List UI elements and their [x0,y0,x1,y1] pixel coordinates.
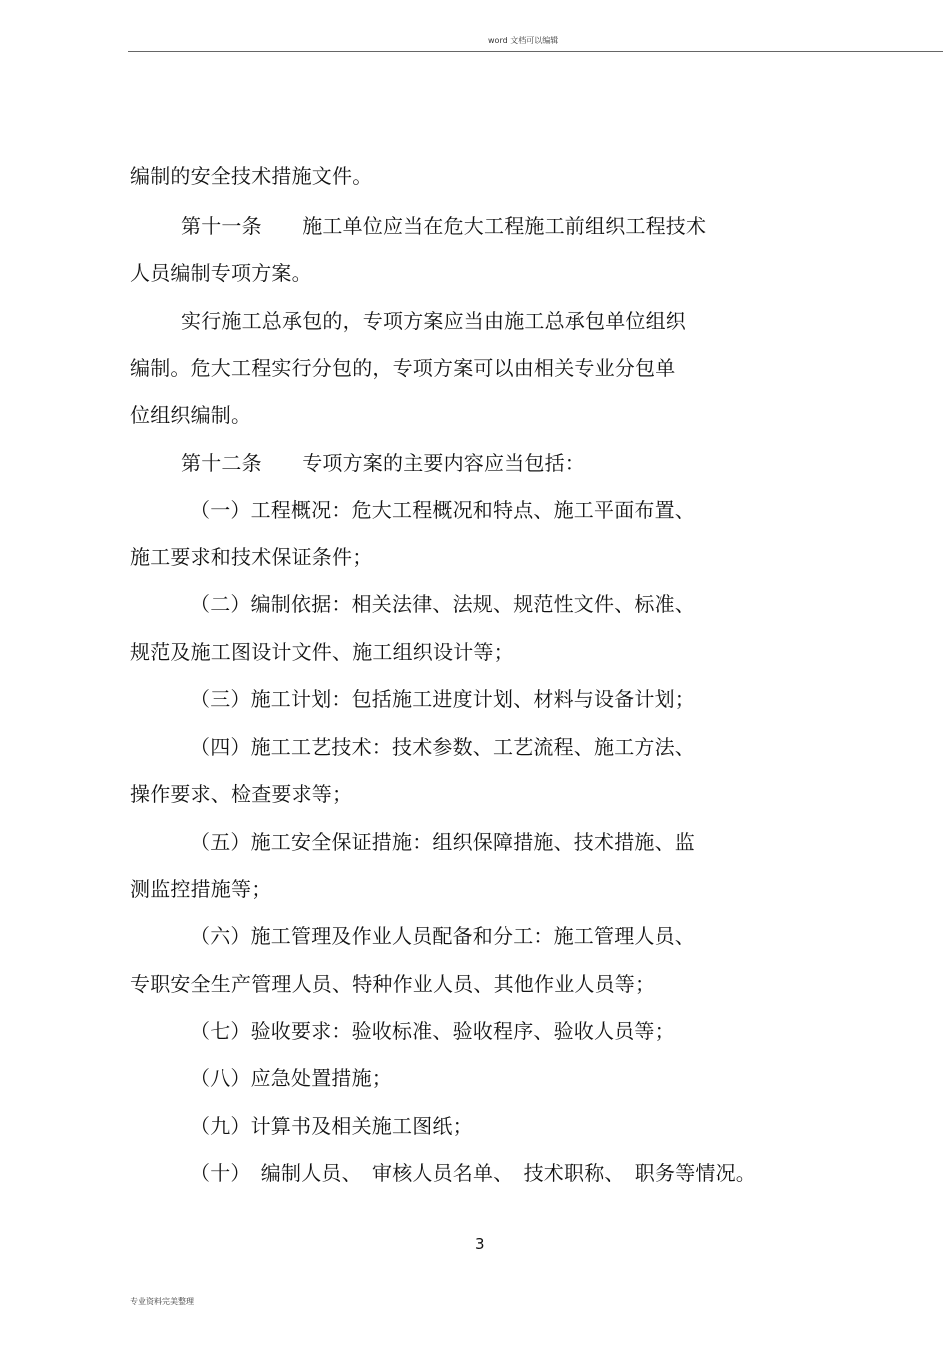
body-line-12: （三）施工计划：包括施工进度计划、材料与设备计划； [190,687,695,711]
body-line-5: 编制。危大工程实行分包的，专项方案可以由相关专业分包单 [130,356,676,380]
body-line-2: 第十一条 施工单位应当在危大工程施工前组织工程技术 [181,214,707,238]
footer-text: 专业资料完美整理 [130,1297,194,1306]
body-line-14: 操作要求、检查要求等； [130,782,353,806]
body-line-4: 实行施工总承包的，专项方案应当由施工总承包单位组织 [181,309,686,333]
body-line-8: （一）工程概况：危大工程概况和特点、施工平面布置、 [190,498,695,522]
body-line-6: 位组织编制。 [130,403,252,427]
body-line-1: 编制的安全技术措施文件。 [130,164,373,188]
body-line-20: （八）应急处置措施； [190,1066,392,1090]
body-line-3: 人员编制专项方案。 [130,261,312,285]
body-line-15: （五）施工安全保证措施：组织保障措施、技术措施、监 [190,830,695,854]
body-line-9: 施工要求和技术保证条件； [130,545,373,569]
body-line-18: 专职安全生产管理人员、特种作业人员、其他作业人员等； [130,972,656,996]
body-line-17: （六）施工管理及作业人员配备和分工：施工管理人员、 [190,924,695,948]
page-number: 3 [475,1235,485,1253]
body-line-21: （九）计算书及相关施工图纸； [190,1114,473,1138]
header-text: word 文档可以编辑 [488,36,559,45]
body-line-16: 测监控措施等； [130,877,272,901]
body-line-11: 规范及施工图设计文件、施工组织设计等； [130,640,514,664]
body-line-10: （二）编制依据：相关法律、法规、规范性文件、标准、 [190,592,695,616]
body-line-19: （七）验收要求：验收标准、验收程序、验收人员等； [190,1019,675,1043]
header-divider [128,51,943,52]
body-line-22: （十） 编制人员、 审核人员名单、 技术职称、 职务等情况。 [190,1161,756,1185]
body-line-13: （四）施工工艺技术：技术参数、工艺流程、施工方法、 [190,735,695,759]
body-line-7: 第十二条 专项方案的主要内容应当包括： [181,451,585,475]
